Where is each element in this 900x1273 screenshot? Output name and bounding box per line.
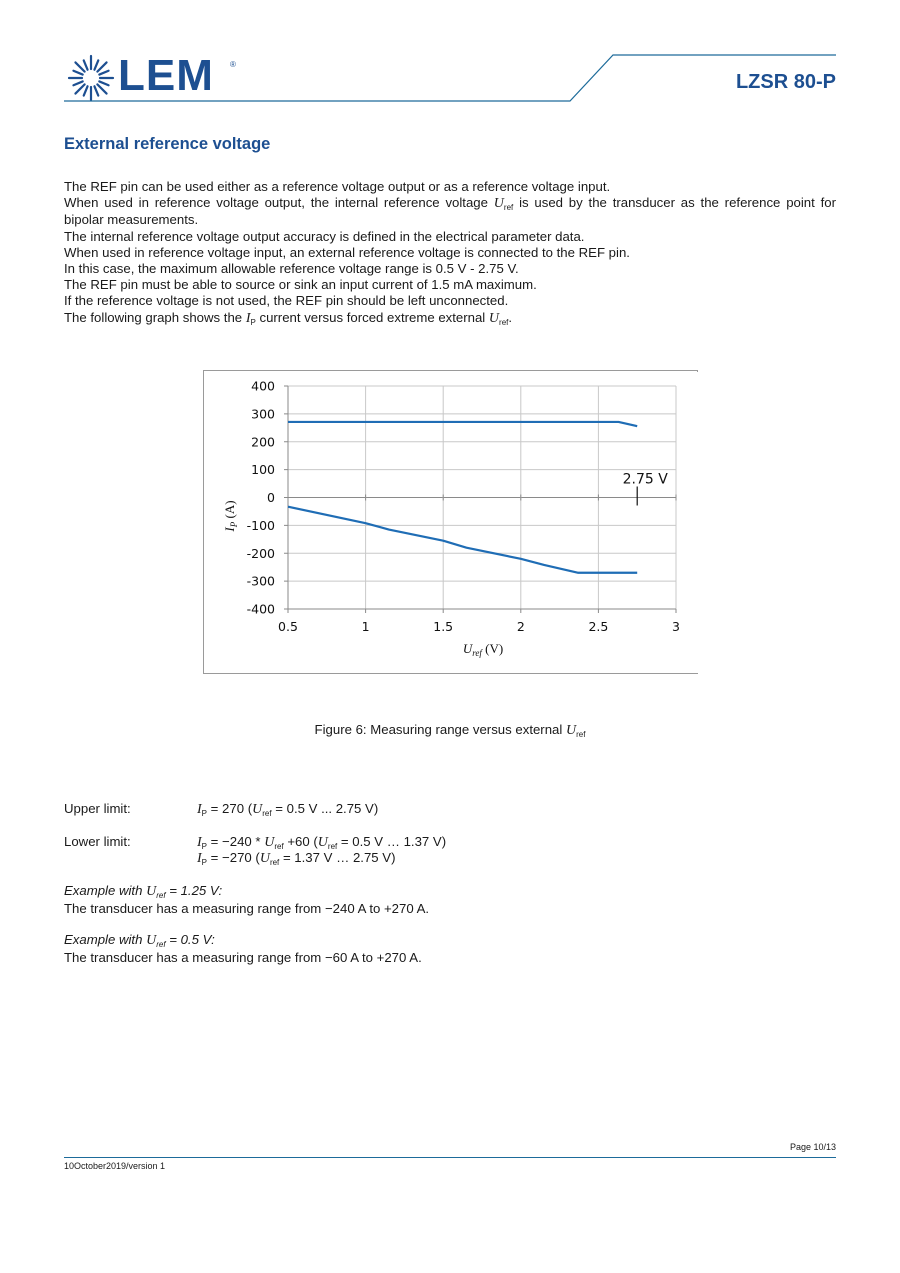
logo-text: LEM [118,51,214,100]
upper-limit-label: Upper limit: [64,801,131,816]
example-text: The transducer has a measuring range from −60 A to +270 A. [64,950,422,965]
example-1 [64,883,429,916]
upper-limit-formula: $I_P = 270$ ($U_{ref} = 0.5$ V ... 2.75 V) [197,801,379,818]
lower-limit-formula-1: $I_P = -240 * U_{ref} +60$ ($U_{ref} = 0.5$ V … 1.37 V) [197,834,447,851]
page-number: Page 10/13 [789,1142,836,1152]
logo-registered-mark: ® [230,60,236,69]
body-line: The REF pin must be able to source or sink an input current of 1.5 mA maximum. [64,277,537,293]
y-axis-label: $I_P$ (A) [222,500,239,532]
y-tick-label: 400 [251,378,275,394]
product-name: LZSR 80-P [735,71,836,93]
measuring-range-chart [203,370,698,674]
upper-limit-line [288,422,637,426]
section-title: External reference voltage [64,135,271,153]
y-tick-label: 300 [251,406,275,422]
body-text [64,179,836,327]
example-text: The transducer has a measuring range from −240 A to +270 A. [64,901,430,916]
y-tick-label: -300 [246,573,275,589]
body-line: When used in reference voltage input, an external reference voltage is connected to the REF pin. [64,244,630,260]
y-tick-label: 0 [267,490,275,505]
y-tick-label: 100 [251,462,275,478]
body-line: If the reference voltage is not used, the REF pin should be left unconnected. [64,293,509,309]
lower-limit-label: Lower limit: [64,834,131,849]
x-tick-label: 2.5 [588,619,609,634]
footer-rule [64,1157,836,1158]
x-axis-label: $U_{ref}$ (V) [462,641,504,658]
y-tick-label: -400 [246,601,275,617]
x-tick-label: 2 [516,619,525,634]
example-heading: Example with $U_{ref} = 0.5$ V: [64,932,215,949]
version-info: 10October2019/version 1 [64,1161,166,1171]
y-tick-label: 200 [251,434,275,450]
example-2 [64,932,422,965]
x-tick-label: 0.5 [278,619,298,634]
body-line: In this case, the maximum allowable reference voltage range is 0.5 V - 2.75 V. [64,261,519,277]
example-heading: Example with $U_{ref} = 1.25$ V: [64,883,223,900]
x-tick-label: 3 [672,619,680,634]
annotation-label: 2.75 V [622,471,668,488]
body-line: The REF pin can be used either as a reference voltage output or as a reference voltage input. [64,179,611,194]
y-tick-label: -200 [246,545,275,561]
lower-limit-line [288,507,637,573]
body-line: The following graph shows the $I_P$ current versus forced extreme external $U_{ref}$. [64,309,513,327]
figure-caption: Figure 6: Measuring range versus external $U_{ref}$ [314,722,586,739]
x-tick-label: 1 [361,619,370,634]
y-tick-label: -100 [246,517,275,533]
x-tick-label: 1.5 [433,619,454,634]
body-line: The internal reference voltage output accuracy is defined in the electrical parameter data. [64,228,585,244]
body-line: When used in reference voltage output, the internal reference voltage $U_{ref}$ is used by the transducer as the reference point for bipolar measurements. [64,195,836,228]
lower-limit-formula-2: $I_P = -270$ ($U_{ref} = 1.37$ V … 2.75 V) [197,850,396,867]
